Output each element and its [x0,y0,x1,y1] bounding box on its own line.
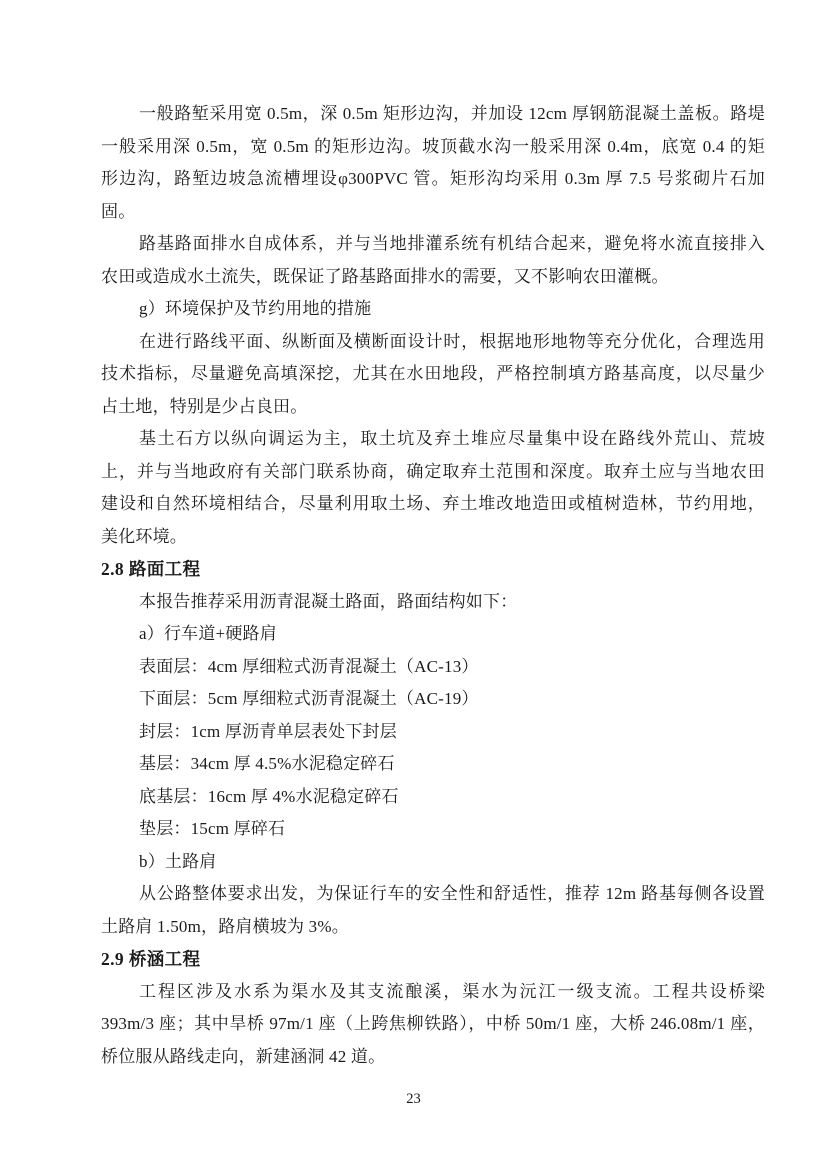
paragraph-line: 美化环境。 [101,526,187,546]
paragraph-line: 上，并与当地政府有关部门联系协商，确定取弃土范围和深度。取弃土应与当地农田 [101,461,765,481]
paragraph-line: 路基路面排水自成体系，并与当地排灌系统有机结合起来，避免将水流直接排入 [139,234,765,253]
paragraph-line: g）环境保护及节约用地的措施 [139,299,372,318]
paragraph-line: 垫层：15cm 厚碎石 [139,819,286,838]
paragraph-line: 工程区涉及水系为渠水及其支流酿溪，渠水为沅江一级支流。工程共设桥梁 [139,981,765,1001]
paragraph-line: 底基层：16cm 厚 4%水泥稳定碎石 [139,786,399,806]
paragraph-line: 占土地，特别是少占良田。 [101,396,308,416]
paragraph-line: 土路肩 1.50m，路肩横坡为 3%。 [101,916,349,936]
paragraph-line: 一般采用深 0.5m，宽 0.5m 的矩形边沟。坡顶截水沟一般采用深 0.4m，底宽 0.4 的矩 [101,136,765,156]
paragraph-line: 393m/3 座；其中旱桥 97m/1 座（上跨焦柳铁路），中桥 50m/1 座，大桥 246.08m/1 座， [101,1014,765,1033]
paragraph-line: 下面层：5cm 厚细粒式沥青混凝土（AC-19） [139,689,479,708]
paragraph-line: 建设和自然环境相结合，尽量利用取土场、弃土堆改地造田或植树造林，节约用地， [101,494,765,513]
paragraph-line: 农田或造成水土流失，既保证了路基路面排水的需要，又不影响农田灌概。 [101,266,669,286]
section-heading: 2.9 桥涵工程 [101,949,201,969]
section-heading: 2.8 路面工程 [101,559,201,579]
paragraph-line: 基土石方以纵向调运为主，取土坑及弃土堆应尽量集中设在路线外荒山、荒坡 [139,429,765,448]
paragraph-line: b）土路肩 [139,851,217,871]
paragraph-line: 基层：34cm 厚 4.5%水泥稳定碎石 [139,754,395,773]
paragraph-line: 一般路堑采用宽 0.5m，深 0.5m 矩形边沟，并加设 12cm 厚钢筋混凝土盖板。路堤 [139,104,765,123]
paragraph-line: 形边沟，路堑边坡急流槽埋设φ300PVC 管。矩形沟均采用 0.3m 厚 7.5 号浆砌片石加 [101,169,765,188]
paragraph-line: 固。 [101,201,136,221]
page-number: 23 [406,1091,421,1107]
paragraph-line: 表面层：4cm 厚细粒式沥青混凝土（AC-13） [139,656,479,676]
paragraph-line: a）行车道+硬路肩 [139,624,277,643]
paragraph-line: 封层：1cm 厚沥青单层表处下封层 [139,721,397,741]
paragraph-line: 本报告推荐采用沥青混凝土路面，路面结构如下： [139,591,518,611]
paragraph-line: 在进行路线平面、纵断面及横断面设计时，根据地形地物等充分优化，合理选用 [139,331,765,351]
paragraph-line: 技术指标，尽量避免高填深挖，尤其在水田地段，严格控制填方路基高度，以尽量少 [101,364,765,383]
paragraph-line: 从公路整体要求出发，为保证行车的安全性和舒适性，推荐 12m 路基每侧各设置 [139,884,765,903]
document-body [101,98,765,1073]
paragraph-line: 桥位服从路线走向，新建涵洞 42 道。 [101,1046,386,1066]
